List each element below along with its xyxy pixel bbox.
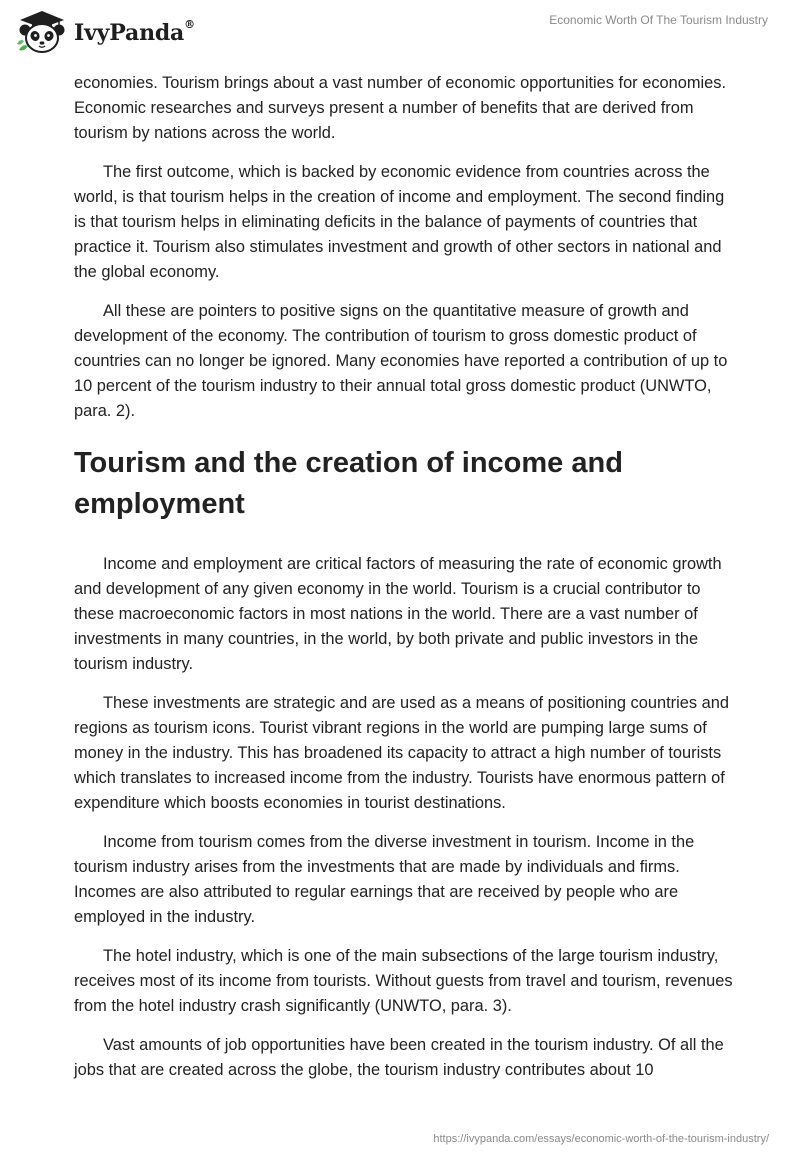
document-title: Economic Worth Of The Tourism Industry [549, 13, 768, 27]
paragraph: Income and employment are critical factors of measuring the rate of economic growth and development of any given economy in the world. Tourism is a crucial contributor to these macroeconomic factors in most nations in the world. There are a vast number of investments in many countries, in the world, by both private and public investors in the tourism industry. [74, 555, 722, 673]
paragraph: All these are pointers to positive signs on the quantitative measure of growth and development of the economy. The contribution of tourism to gross domestic product of countries can no longer be ignored. Many economies have reported a contribution of up to 10 percent of the tourism industry to their annual total gross domestic product (UNWTO, para. 2). [74, 302, 728, 420]
registered-mark: ® [184, 18, 195, 31]
logo-text: IvyPanda [74, 20, 185, 46]
site-logo[interactable] [14, 6, 195, 56]
paragraph: economies. Tourism brings about a vast number of economic opportunities for economies. Economic researches and surveys present a number of benefits that are derived from tourism by nations across the world. [74, 74, 727, 142]
page-header [0, 0, 800, 70]
panda-logo-icon [14, 6, 70, 56]
paragraph: These investments are strategic and are used as a means of positioning countries and regions as tourism icons. Tourist vibrant regions in the world are pumping large sums of money in the industry. This has broadened its capacity to attract a high number of tourists which translates to increased income from the industry. Tourists have enormous pattern of expenditure which boosts economies in tourist destinations. [74, 694, 729, 812]
paragraph: Vast amounts of job opportunities have been created in the tourism industry. Of all the jobs that are created across the globe, the tourism industry contributes about 10 [74, 1036, 724, 1079]
paragraph: The hotel industry, which is one of the main subsections of the large tourism industry, receives most of its income from tourists. Without guests from travel and tourism, revenues from the hotel industry crash significantly (UNWTO, para. 3). [74, 947, 733, 1015]
paragraph: Income from tourism comes from the diverse investment in tourism. Income in the tourism industry arises from the investments that are made by individuals and firms. Incomes are also attributed to regular earnings that are received by people who are employed in the industry. [74, 833, 695, 926]
paragraph: The first outcome, which is backed by economic evidence from countries across the world, is that tourism helps in the creation of income and employment. The second finding is that tourism helps in eliminating deficits in the balance of payments of countries that practice it. Tourism also stimulates investment and growth of other sectors in national and the global economy. [74, 163, 725, 281]
essay-body [74, 71, 734, 1097]
section-heading: Tourism and the creation of income and employment [74, 447, 623, 520]
logo-wordmark [74, 20, 195, 46]
source-url[interactable]: https://ivypanda.com/essays/economic-worth-of-the-tourism-industry/ [433, 1133, 769, 1145]
